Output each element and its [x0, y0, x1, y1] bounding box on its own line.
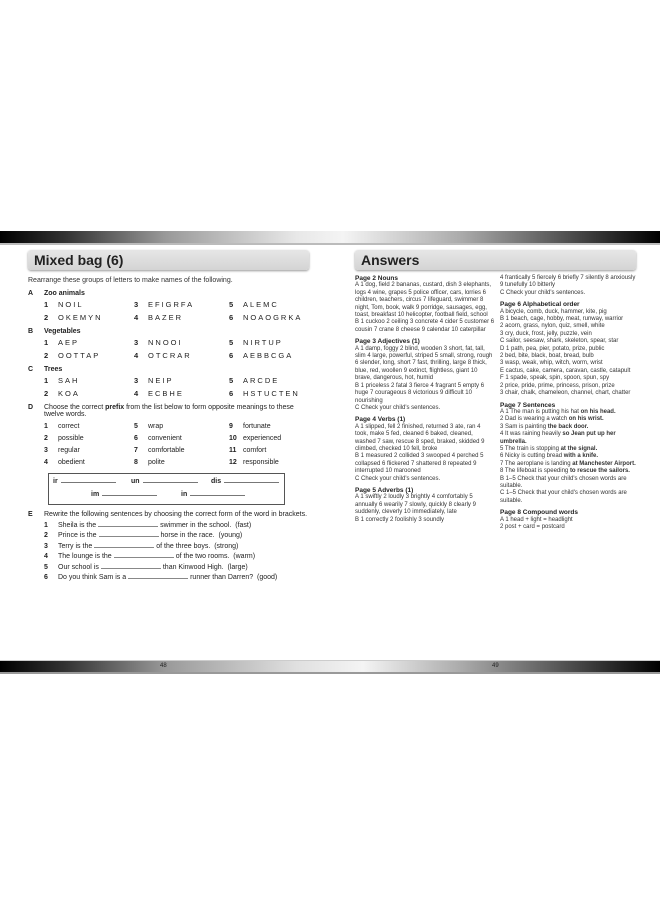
- answer-line: 2 price, pride, prime, princess, prison, prize: [500, 382, 615, 389]
- section-e: [28, 511, 308, 581]
- sentence-item: 1 Sheila is the swimmer in the school. (fast): [44, 521, 252, 529]
- word-item: 8 polite: [134, 459, 165, 466]
- answer-heading: Page 7 Sentences: [500, 401, 556, 409]
- word-item: 12 responsible: [229, 459, 279, 466]
- word-item: 2 possible: [44, 435, 84, 442]
- sentence-item: 4 The lounge is the of the two rooms. (warm): [44, 553, 256, 560]
- section-letter: E: [28, 511, 33, 518]
- section-letter: D: [28, 404, 34, 411]
- anagram-item: 6 HSTUCTEN: [229, 389, 300, 398]
- section-instruction: Rewrite the following sentences by choosing the correct form of the word in brackets.: [44, 511, 308, 518]
- answer-line: C sailor, seesaw, shark, skeleton, spear, star: [500, 338, 619, 345]
- anagram-item: 1 NOIL: [44, 300, 84, 309]
- anagram-item: 4 OTCRAR: [134, 351, 192, 360]
- section-letter: B: [28, 328, 34, 335]
- answer-heading: Page 6 Alphabetical order: [500, 301, 580, 309]
- page-number-right: 49: [492, 663, 499, 669]
- anagram-item: 5 ALEMC: [229, 300, 279, 309]
- anagram-grid: [44, 300, 308, 322]
- answer-line: E cactus, cake, camera, caravan, castle, catapult: [500, 367, 631, 374]
- page-number-left: 48: [160, 663, 167, 669]
- anagram-item: 2 OKEMYN: [44, 313, 103, 322]
- top-page-bar: [0, 231, 660, 245]
- answer-line: 5 The train is stopping at the signal.: [500, 445, 598, 452]
- word-item: 5 wrap: [134, 423, 164, 430]
- sentence-item: 2 Prince is the horse in the race. (young): [44, 532, 243, 539]
- answer-line: A bicycle, comb, duck, hammer, kite, pig: [500, 308, 607, 315]
- answer-line: B 1 correctly 2 foolishly 3 soundly: [355, 516, 445, 523]
- left-page: [28, 250, 308, 581]
- answer-line: 2 acorn, grass, nylon, quiz, smell, white: [500, 323, 605, 330]
- sentence-item: 5 Our school is than Kinwood High. (large): [44, 563, 248, 571]
- sentence-item: 3 Terry is the of the three boys. (strong): [44, 542, 239, 550]
- section-title: Zoo animals: [44, 290, 85, 297]
- anagram-item: 2 OOTTAP: [44, 351, 101, 360]
- answer-line: C Check your child's sentences.: [355, 404, 441, 411]
- anagram-grid: [44, 338, 308, 360]
- answer-line: 7 The aeroplane is landing at Manchester Airport.: [500, 460, 636, 467]
- section-c: [28, 366, 308, 398]
- answer-line: C Check your child's sentences.: [500, 289, 586, 296]
- answers-column-2: [500, 275, 640, 531]
- word-item: 11 comfort: [229, 447, 267, 454]
- anagram-item: 3 NNOOI: [134, 338, 183, 347]
- section-instruction: Choose the correct prefix from the list below to form opposite meanings to these twelve words.: [44, 404, 294, 418]
- prefix-in: in: [181, 491, 245, 498]
- answer-line: 2 Dad is wearing a watch on his wrist.: [500, 416, 604, 423]
- answer-line: B 1 beach, cage, hobby, meat, runway, warrior: [500, 316, 624, 323]
- answer-line: C 1–5 Check that your child's chosen words are suitable.: [500, 490, 627, 504]
- intro-text: Rearrange these groups of letters to make names of the following.: [28, 277, 233, 284]
- answer-line: 2 bed, bite, black, boat, bread, bulb: [500, 353, 594, 360]
- section-b: [28, 328, 308, 360]
- anagram-item: 6 AEBBCGA: [229, 351, 294, 360]
- answer-line: 3 Sam is painting the back door.: [500, 423, 589, 430]
- answers-column-1: [355, 275, 495, 531]
- word-item: 3 regular: [44, 447, 80, 454]
- prefix-im: im: [91, 491, 157, 498]
- answer-heading: Page 4 Verbs (1): [355, 416, 406, 424]
- word-item: 10 experienced: [229, 435, 282, 442]
- answer-heading: Page 2 Nouns: [355, 275, 398, 282]
- word-item: 1 correct: [44, 423, 80, 430]
- answer-line: 2 post + card = postcard: [500, 524, 565, 530]
- word-item: 9 fortunate: [229, 423, 271, 430]
- answer-line: 6 Nicky is cutting bread with a knife.: [500, 453, 599, 460]
- prefix-ir: ir: [53, 478, 116, 485]
- right-page: [355, 250, 645, 531]
- section-title: Trees: [44, 366, 63, 373]
- answer-line: A 1 swiftly 2 loudly 3 brightly 4 comfortably 5 annually 6 wearily 7 slowly, quickly 8 clearly 9 suddenly, cleverly 10 immediately, late: [355, 494, 476, 516]
- answer-line: C Check your child's sentences.: [355, 475, 441, 482]
- sentence-item: 6 Do you think Sam is a runner than Darren? (good): [44, 574, 278, 581]
- answer-heading: Page 3 Adjectives (1): [355, 338, 420, 346]
- answer-line: 3 cry, duck, frost, jelly, puzzle, vein: [500, 330, 592, 337]
- word-grid: [44, 423, 308, 466]
- prefix-dis: dis: [211, 478, 279, 485]
- answer-line: A 1 head + light = headlight: [500, 516, 573, 523]
- section-letter: C: [28, 366, 34, 373]
- answers-columns: [355, 275, 645, 531]
- answer-line: B 1 measured 2 collided 3 swooped 4 perched 5 collapsed 6 flickered 7 shattered 8 repeated 9 interrupted 10 marooned: [355, 453, 484, 475]
- anagram-item: 1 SAH: [44, 376, 80, 385]
- word-item: 7 comfortable: [134, 447, 185, 454]
- anagram-item: 4 BAZER: [134, 313, 184, 322]
- answer-line: 4 It was raining heavily so Jean put up her umbrella.: [500, 431, 616, 445]
- answer-line: A 1 damp, foggy 2 blind, wooden 3 short, fat, tall, slim 4 large, powerful, striped 5 small, strong, rough 6 slender, long, short 7 fast, thrilling, large 8 thick, blue, red, woollen 9 extinct, flightless, giant 10 brave, dangerous, hot, humid: [355, 345, 493, 382]
- anagram-item: 4 ECBHE: [134, 389, 184, 398]
- answer-line: B 1 cuckoo 2 ceiling 3 concrete 4 cider 5 customer 6 cousin 7 crane 8 cheese 9 calendar 10 caterpillar: [355, 319, 495, 333]
- answer-line: 3 chair, chalk, chameleon, channel, chart, chatter: [500, 390, 631, 397]
- word-item: 4 obedient: [44, 459, 85, 466]
- section-title: Vegetables: [44, 328, 81, 335]
- anagram-item: 3 EFIGRFA: [134, 300, 195, 309]
- anagram-item: 1 AEP: [44, 338, 80, 347]
- anagram-item: 6 NOAOGRKA: [229, 313, 303, 322]
- anagram-grid: [44, 376, 308, 398]
- anagram-item: 2 KOA: [44, 389, 80, 398]
- word-item: 6 convenient: [134, 435, 182, 442]
- section-d: [28, 404, 308, 505]
- answer-line: A 1 The man is putting his hat on his head.: [500, 408, 616, 415]
- answer-line: 8 The lifeboat is speeding to rescue the sailors.: [500, 468, 630, 475]
- answer-line: B 1 priceless 2 fatal 3 fierce 4 fragrant 5 empty 6 huge 7 courageous 8 victorious 9 difficult 10 nourishing: [355, 382, 485, 404]
- page-title: Mixed bag (6): [28, 250, 309, 270]
- section-letter: A: [28, 290, 34, 297]
- anagram-item: 5 NIRTUP: [229, 338, 283, 347]
- answer-line: D 1 path, pea, pier, potato, prize, public: [500, 345, 605, 352]
- anagram-item: 5 ARCDE: [229, 376, 280, 385]
- answer-heading: Page 5 Adverbs (1): [355, 486, 414, 494]
- answer-line: A 1 dog, field 2 bananas, custard, dish 3 elephants, logs 4 wine, grapes 5 police officer, cars, lorries 6 children, teachers, circus 7 lifeguard, swimmer 8 night, Tom, book, walk 9 porridge, sausages, egg, toast, breakfast 10 helicopter, football field, school: [355, 282, 492, 319]
- section-a: [28, 290, 308, 322]
- prefix-box: [48, 473, 285, 505]
- answer-heading: Page 8 Compound words: [500, 509, 579, 517]
- answer-line: 4 frantically 5 fiercely 6 briefly 7 silently 8 anxiously 9 tunefully 10 bitterly: [500, 275, 636, 289]
- bottom-page-bar: [0, 660, 660, 674]
- answer-line: A 1 slipped, fell 2 finished, returned 3 ate, ran 4 took, make 5 fed, cleaned 6 baked, cleaned, washed 7 saw, rescue 8 sped, braked, skidded 9 climbed, checked 10 fell, broke: [355, 423, 485, 452]
- prefix-un: un: [131, 478, 198, 485]
- answer-line: B 1–5 Check that your child's chosen words are suitable.: [500, 475, 627, 489]
- answer-line: 3 wasp, weak, whip, witch, worm, wrist: [500, 360, 603, 367]
- anagram-item: 3 NEIP: [134, 376, 174, 385]
- page-title: Answers: [355, 250, 636, 270]
- answer-line: F 1 spade, speak, spin, spoon, spun, spy: [500, 375, 610, 382]
